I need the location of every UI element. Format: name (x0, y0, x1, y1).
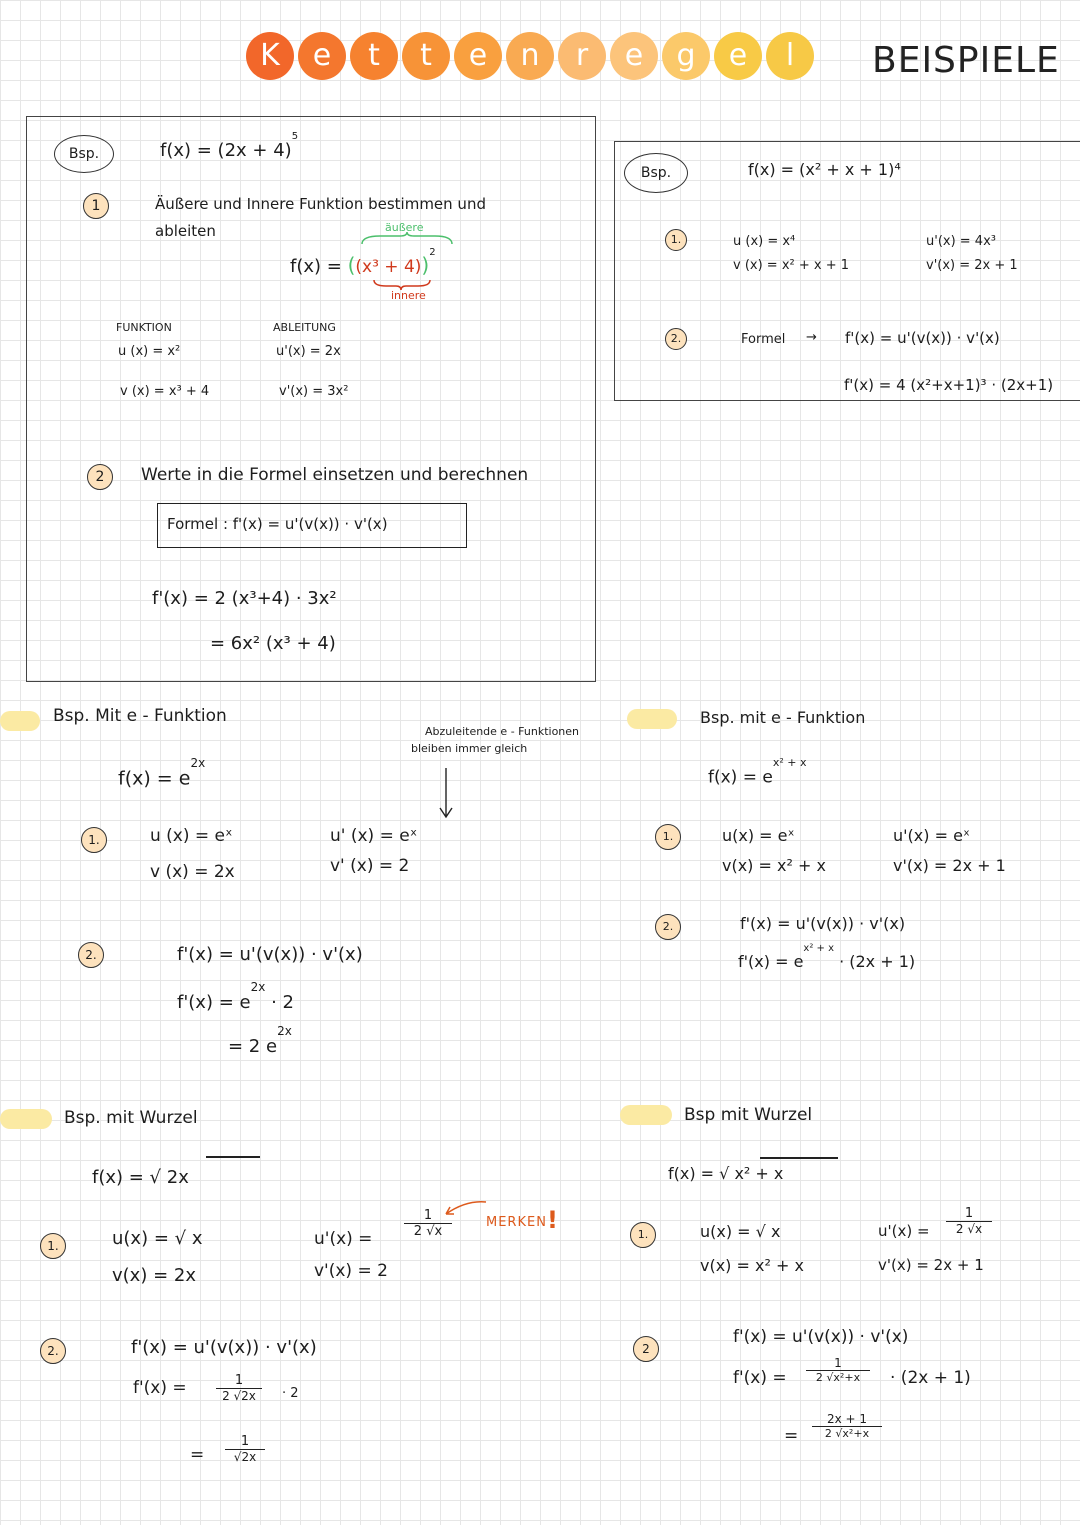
ex6-dv: v'(x) = 2x + 1 (878, 1256, 984, 1274)
title-letter: t (402, 32, 450, 80)
title-letter: n (506, 32, 554, 80)
step-number: 1 (83, 193, 109, 219)
ex3-note-b: bleiben immer gleich (411, 742, 528, 755)
ex5-v: v(x) = 2x (112, 1265, 196, 1286)
merken-arrow-icon (440, 1198, 488, 1222)
ex2-function: f(x) = (x² + x + 1)⁴ (748, 160, 901, 179)
ex3-result-1: f'(x) = u'(v(x)) · v'(x) (177, 944, 363, 965)
highlight-marker (620, 1105, 672, 1125)
ex6-result-1: f'(x) = u'(v(x)) · v'(x) (733, 1327, 909, 1347)
ex3-function: $f(x) = e^{2x}$ (118, 756, 206, 790)
step-number: 1. (40, 1233, 66, 1259)
title-letter: e (610, 32, 658, 80)
ex1-u: u (x) = x² (118, 344, 181, 359)
title-letter: l (766, 32, 814, 80)
ex5-du: u'(x) = (314, 1229, 373, 1249)
ex2-v: v (x) = x² + x + 1 (733, 258, 850, 273)
ex1-v: v (x) = x³ + 4 (120, 384, 210, 399)
title-letter: t (350, 32, 398, 80)
ex4-heading: Bsp. mit e - Funktion (700, 708, 866, 727)
ex6-v: v(x) = x² + x (700, 1256, 804, 1275)
formula-text: Formel : f'(x) = u'(v(x)) · v'(x) (167, 515, 388, 533)
ex5-du-fraction: 1 2 √x (404, 1208, 452, 1239)
sqrt-bar (206, 1156, 260, 1158)
label-aussere: äußere (385, 221, 424, 234)
ex3-result-2: $f'(x) = e^{2x} \cdot 2$ (177, 980, 294, 1013)
step-number: 1. (630, 1222, 656, 1248)
ex6-result-2: f'(x) = (733, 1368, 787, 1388)
step-number: 2. (665, 328, 687, 350)
ex3-heading: Bsp. Mit e - Funktion (53, 706, 227, 726)
ex5-result-1: f'(x) = u'(v(x)) · v'(x) (131, 1337, 317, 1358)
highlight-marker (627, 709, 677, 729)
ex1-du: u'(x) = 2x (276, 344, 341, 359)
down-arrow-icon (438, 768, 454, 820)
merken-label: MERKEN! (486, 1206, 559, 1234)
title-letters (246, 32, 814, 80)
step-number: 1. (655, 824, 681, 850)
bsp-oval: Bsp. (624, 153, 688, 193)
ex2-dv: v'(x) = 2x + 1 (926, 258, 1018, 273)
ex4-function: $f(x) = e^{x^2 + x}$ (708, 756, 807, 788)
ex6-r2-tail: · (2x + 1) (890, 1368, 971, 1388)
ex2-formel: f'(x) = u'(v(x)) · v'(x) (845, 329, 1000, 347)
title-letter: e (454, 32, 502, 80)
ex3-note-a: Abzuleitende e - Funktionen (425, 725, 580, 738)
ex2-result: f'(x) = 4 (x²+x+1)³ · (2x+1) (844, 376, 1054, 394)
ex6-r3-fraction: 2x + 1 2 √x²+x (812, 1412, 882, 1440)
title-letter: e (714, 32, 762, 80)
ex1-decomposition: $f(x) = ((x^3 + 4))^2$ (290, 247, 436, 277)
ex4-result-1: f'(x) = u'(v(x)) · v'(x) (740, 914, 906, 933)
ex6-du-fraction: 1 2 √x (946, 1206, 992, 1236)
ex4-u: u(x) = eˣ (722, 826, 795, 845)
sqrt-bar (760, 1157, 838, 1159)
step-number: 1. (81, 827, 107, 853)
page-subtitle: BEISPIELE (872, 40, 1060, 81)
ex3-result-3: = 2 $e^{2x}$ (228, 1024, 292, 1057)
col-ableitung: ABLEITUNG (273, 321, 336, 334)
ex5-heading: Bsp. mit Wurzel (64, 1108, 198, 1128)
ex5-r3-fraction: 1 √2x (225, 1434, 265, 1464)
ex4-dv: v'(x) = 2x + 1 (893, 856, 1006, 875)
ex4-du: u'(x) = eˣ (893, 826, 971, 845)
title-letter: r (558, 32, 606, 80)
step-number: 2. (655, 914, 681, 940)
ex1-dv: v'(x) = 3x² (279, 384, 349, 399)
title-letter: K (246, 32, 294, 80)
ex1-step1-text: Äußere und Innere Funktion bestimmen und (155, 195, 486, 213)
outer-brace (360, 232, 455, 246)
ex1-result-2: = 6x² (x³ + 4) (210, 633, 336, 654)
ex3-dv: v' (x) = 2 (330, 856, 410, 876)
label-innere: innere (391, 289, 426, 302)
ex1-step1-text-b: ableiten (155, 222, 216, 240)
ex1-result-1: f'(x) = 2 (x³+4) · 3x² (152, 588, 337, 609)
step-number: 2 (633, 1336, 659, 1362)
highlight-marker (0, 711, 40, 731)
title-letter: g (662, 32, 710, 80)
title-letter: e (298, 32, 346, 80)
ex6-u: u(x) = √ x (700, 1222, 781, 1241)
bsp-oval: Bsp. (54, 135, 114, 173)
ex5-u: u(x) = √ x (112, 1228, 203, 1249)
ex6-function: f(x) = √ x² + x (668, 1164, 784, 1183)
ex5-result-2: f'(x) = (133, 1378, 187, 1398)
ex2-u: u (x) = x⁴ (733, 234, 796, 249)
ex6-du: u'(x) = (878, 1222, 930, 1240)
ex4-result-2: $f'(x) = e^{x^2 + x} \cdot (2x + 1)$ (738, 942, 916, 971)
ex2-formel-label: Formel (741, 332, 786, 347)
step-number: 1. (665, 229, 687, 251)
col-funktion: FUNKTION (116, 321, 172, 334)
ex5-r2-tail: · 2 (282, 1386, 299, 1401)
step-number: 2 (87, 464, 113, 490)
ex5-result-3: = (190, 1445, 205, 1465)
ex1-step2-text: Werte in die Formel einsetzen und berechnen (141, 465, 529, 485)
ex3-u: u (x) = eˣ (150, 826, 233, 846)
ex1-function: $f(x) = (2x + 4)^5$ (160, 131, 299, 161)
ex4-v: v(x) = x² + x (722, 856, 826, 875)
ex3-du: u' (x) = eˣ (330, 826, 418, 846)
ex6-result-3: = (784, 1426, 799, 1446)
highlight-marker (0, 1109, 52, 1129)
ex3-v: v (x) = 2x (150, 862, 235, 882)
ex5-r2-fraction: 1 2 √2x (216, 1373, 262, 1403)
ex5-function: f(x) = √ 2x (92, 1167, 189, 1188)
ex2-du: u'(x) = 4x³ (926, 234, 996, 249)
step-number: 2. (78, 942, 104, 968)
step-number: 2. (40, 1338, 66, 1364)
ex6-heading: Bsp mit Wurzel (684, 1105, 813, 1125)
ex5-dv: v'(x) = 2 (314, 1261, 388, 1281)
ex6-r2-fraction: 1 2 √x²+x (806, 1356, 870, 1384)
arrow-icon: → (806, 330, 817, 345)
